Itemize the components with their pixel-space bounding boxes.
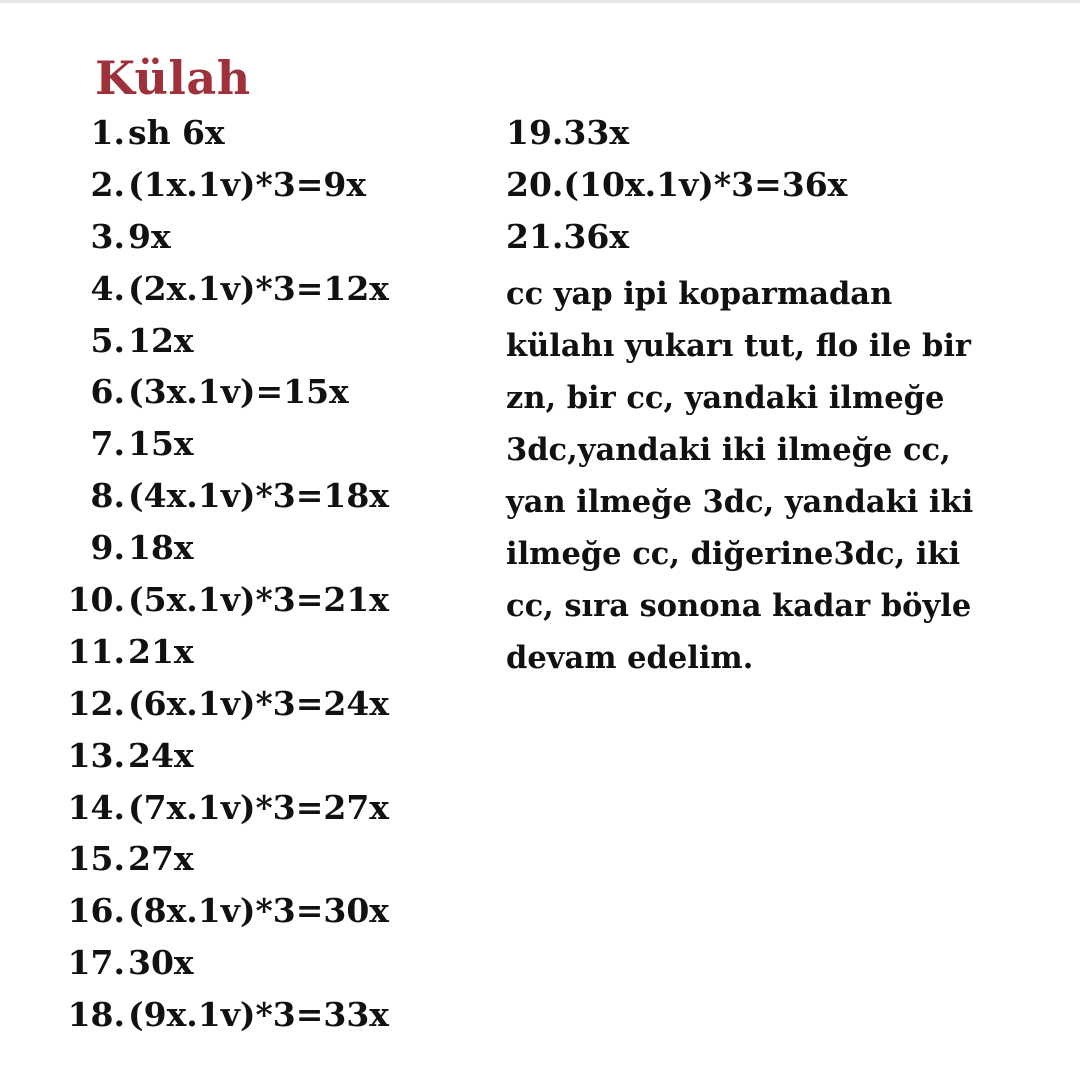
round-number: 10.	[67, 579, 125, 619]
rounds-list-left	[0, 107, 400, 1041]
round-number: 13.	[67, 735, 125, 775]
round-row	[0, 833, 400, 885]
instruction-line: 3dc,yandaki iki ilmeğe cc,	[506, 432, 951, 468]
round-instruction: (5x.1v)*3=21x	[128, 579, 389, 619]
round-number: 6.	[90, 372, 125, 412]
round-number: 5.	[90, 320, 125, 360]
round-row	[0, 418, 400, 470]
round-number: 19.	[506, 112, 564, 152]
round-instruction: sh 6x	[128, 112, 225, 152]
round-row	[0, 211, 400, 263]
round-instruction: (4x.1v)*3=18x	[128, 476, 389, 516]
round-row	[0, 678, 400, 730]
round-row	[0, 782, 400, 834]
round-instruction: 30x	[128, 943, 194, 983]
round-number: 18.	[67, 995, 125, 1035]
round-number: 4.	[90, 268, 125, 308]
round-row	[0, 522, 400, 574]
round-row	[0, 263, 400, 315]
round-instruction: 12x	[128, 320, 194, 360]
round-row	[0, 107, 400, 159]
round-row	[0, 574, 400, 626]
round-number: 7.	[90, 424, 125, 464]
top-divider	[0, 0, 1080, 3]
instruction-line: yan ilmeğe 3dc, yandaki iki	[506, 484, 974, 520]
round-instruction: (9x.1v)*3=33x	[128, 995, 389, 1035]
round-row	[0, 315, 400, 367]
round-number: 12.	[67, 683, 125, 723]
round-row	[506, 159, 1066, 211]
round-row	[506, 211, 1066, 263]
instruction-line: külahı yukarı tut, flo ile bir	[506, 328, 972, 364]
round-number: 8.	[90, 476, 125, 516]
round-instruction: 33x	[563, 112, 630, 152]
round-instruction: (10x.1v)*3=36x	[563, 164, 848, 204]
finishing-instructions	[506, 268, 1066, 684]
round-number: 20.	[506, 164, 564, 204]
instruction-line: ilmeğe cc, diğerine3dc, iki	[506, 536, 961, 572]
round-number: 1.	[90, 112, 125, 152]
round-instruction: 21x	[128, 631, 194, 671]
round-row	[0, 470, 400, 522]
round-instruction: (7x.1v)*3=27x	[128, 787, 389, 827]
page-title: Külah	[95, 51, 251, 105]
round-instruction: (3x.1v)=15x	[128, 372, 349, 412]
round-number: 9.	[90, 528, 125, 568]
round-row	[0, 730, 400, 782]
round-instruction: (6x.1v)*3=24x	[128, 683, 389, 723]
instruction-line: zn, bir cc, yandaki ilmeğe	[506, 380, 945, 416]
round-row	[0, 159, 400, 211]
round-instruction: 9x	[128, 216, 171, 256]
round-number: 14.	[67, 787, 125, 827]
instruction-line: devam edelim.	[506, 640, 754, 676]
round-number: 17.	[67, 943, 125, 983]
round-number: 2.	[90, 164, 125, 204]
round-number: 11.	[67, 631, 125, 671]
rounds-list-right	[506, 107, 1066, 263]
round-instruction: 24x	[128, 735, 194, 775]
round-number: 16.	[67, 891, 125, 931]
instruction-line: cc yap ipi koparmadan	[506, 276, 893, 312]
round-number: 21.	[506, 216, 564, 256]
round-row	[0, 366, 400, 418]
round-instruction: 36x	[563, 216, 630, 256]
round-row	[0, 885, 400, 937]
round-number: 3.	[90, 216, 125, 256]
round-instruction: 27x	[128, 839, 194, 879]
round-instruction: 18x	[128, 528, 194, 568]
instruction-line: cc, sıra sonona kadar böyle	[506, 588, 972, 624]
round-row	[0, 626, 400, 678]
round-instruction: (2x.1v)*3=12x	[128, 268, 389, 308]
round-instruction: (1x.1v)*3=9x	[128, 164, 366, 204]
round-row	[0, 937, 400, 989]
round-row	[0, 989, 400, 1041]
round-number: 15.	[67, 839, 125, 879]
round-instruction: (8x.1v)*3=30x	[128, 891, 389, 931]
round-instruction: 15x	[128, 424, 194, 464]
round-row	[506, 107, 1066, 159]
